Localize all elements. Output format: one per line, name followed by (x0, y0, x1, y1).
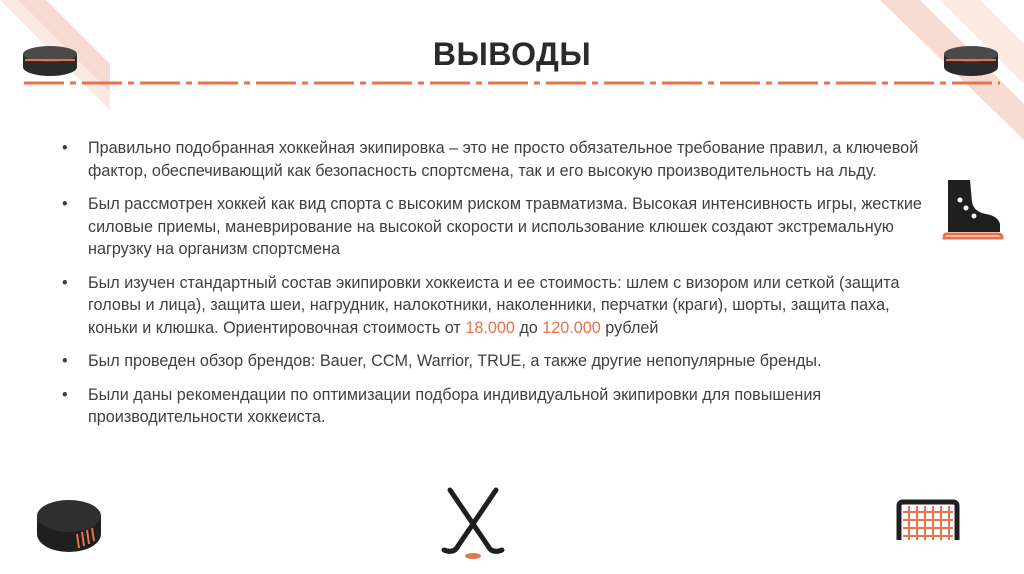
hockey-puck-icon (22, 44, 78, 78)
crossed-hockey-sticks-icon (438, 486, 508, 562)
list-item-text: Правильно подобранная хоккейная экипировка – это не просто обязательное требование правил, а ключевой фактор, обеспечивающий как безопасность спортсмена, так и его высокую производительность на льду. (88, 139, 919, 180)
list-item (62, 137, 932, 182)
price-from-value: 18.000 (465, 318, 515, 337)
list-item-text: Был изучен стандартный состав экипировки хоккеиста и ее стоимость: шлем с визором или сеткой (защита головы и лица), защита шеи, нагрудник, налокотники, наколенники, перчатки (краги), шорты, защита паха, коньки и клюшка. Ориентировочная стоимость от (88, 273, 900, 337)
list-item-text-suffix: рублей (600, 318, 659, 337)
list-item-text-connector: до (514, 318, 543, 337)
list-item-text: Был рассмотрен хоккей как вид спорта с высоким риском травматизма. Высокая интенсивность игры, жесткие силовые приемы, маневрирование на высокой скорости и использование клюшек создают экстремальную нагрузку на организм спортсмена (88, 195, 922, 258)
list-item (62, 384, 932, 429)
page-title: ВЫВОДЫ (432, 36, 592, 72)
hockey-puck-icon (34, 496, 104, 556)
conclusions-list (62, 137, 932, 440)
price-to-value: 120.000 (542, 318, 601, 337)
list-item (62, 272, 932, 340)
rink-line-divider (24, 80, 1000, 86)
list-item-text: Были даны рекомендации по оптимизации подбора индивидуальной экипировки для повышения производительности хоккеиста. (88, 385, 822, 426)
hockey-skate-icon (940, 178, 1004, 242)
hockey-puck-icon (943, 44, 999, 78)
list-item-text: Был проведен обзор брендов: Bauer, CCM, Warrior, TRUE, а также другие непопулярные бренды. (88, 352, 822, 370)
list-item (62, 193, 932, 261)
list-item (62, 350, 932, 373)
hockey-goal-icon (893, 498, 963, 544)
